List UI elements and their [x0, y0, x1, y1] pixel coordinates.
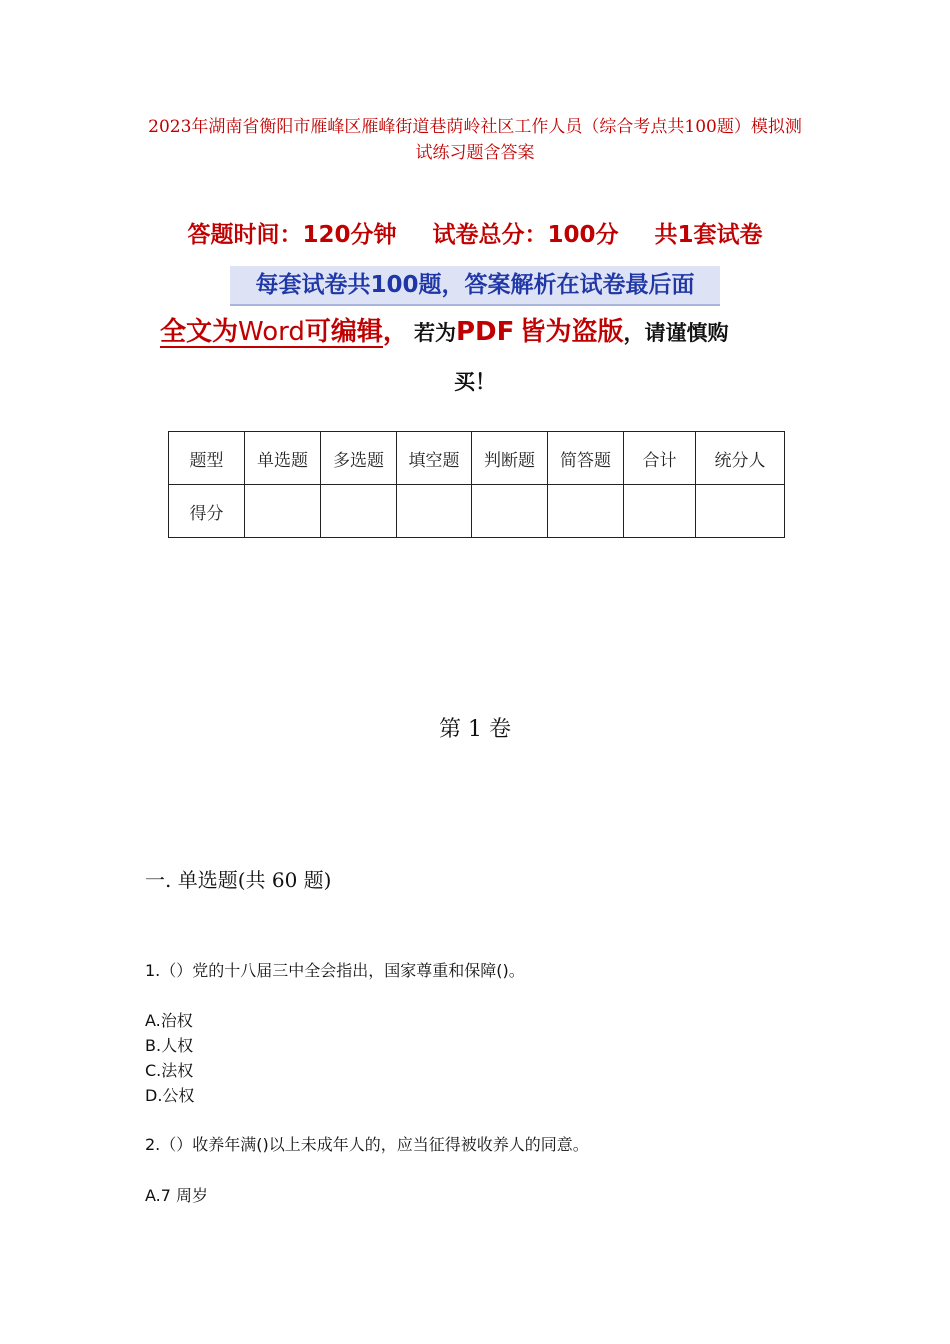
editable-note: 全文为Word可编辑 [160, 317, 383, 347]
header-cell: 多选题 [321, 432, 397, 485]
score-cell [548, 485, 624, 538]
question-option: A.治权 [145, 1011, 193, 1030]
exam-set-count: 共1套试卷 [654, 222, 763, 248]
score-cell [245, 485, 321, 538]
score-cell [696, 485, 785, 538]
score-table-header-row [169, 432, 785, 485]
row-label: 得分 [169, 485, 245, 538]
header-cell: 判断题 [472, 432, 548, 485]
score-table [168, 431, 785, 538]
document-title: 2023年湖南省衡阳市雁峰区雁峰街道巷荫岭社区工作人员（综合考点共100题）模拟测试练习题含答案 [148, 117, 802, 163]
header-cell: 统分人 [696, 432, 785, 485]
score-table-row [169, 485, 785, 538]
header-cell: 简答题 [548, 432, 624, 485]
score-cell [321, 485, 397, 538]
volume-heading: 第 1 卷 [439, 717, 511, 742]
question-stem: 1.（）党的十八届三中全会指出，国家尊重和保障()。 [145, 961, 525, 980]
question-option: A.7 周岁 [145, 1186, 209, 1205]
score-cell [397, 485, 472, 538]
copyright-warning-end: 买！ [454, 370, 496, 394]
question-stem: 2.（）收养年满()以上未成年人的，应当征得被收养人的同意。 [145, 1135, 589, 1154]
answer-notice: 每套试卷共100题，答案解析在试卷最后面 [230, 266, 720, 306]
section-heading: 一. 单选题(共 60 题) [145, 868, 332, 892]
exam-meta [0, 216, 950, 249]
score-cell [472, 485, 548, 538]
score-cell [624, 485, 696, 538]
header-cell: 合计 [624, 432, 696, 485]
question-option: B.人权 [145, 1036, 194, 1055]
header-cell: 填空题 [397, 432, 472, 485]
exam-total-score: 试卷总分：100分 [432, 222, 619, 248]
copyright-warning: 全文为Word可编辑， 若为PDF 皆为盗版，请谨慎购 [160, 317, 729, 347]
header-cell: 题型 [169, 432, 245, 485]
question-option: D.公权 [145, 1086, 195, 1105]
question-option: C.法权 [145, 1061, 194, 1080]
exam-time: 答题时间：120分钟 [187, 222, 397, 248]
header-cell: 单选题 [245, 432, 321, 485]
